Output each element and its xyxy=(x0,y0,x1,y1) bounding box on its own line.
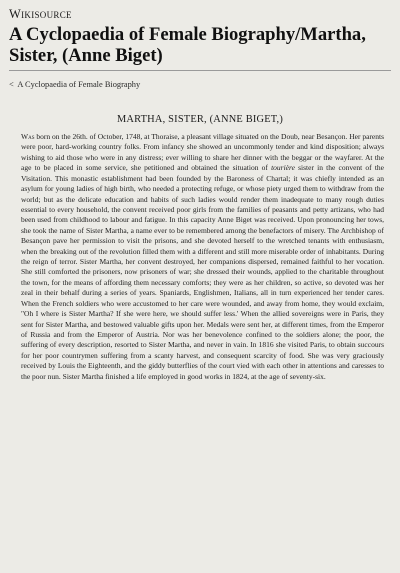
lead-word: Was xyxy=(21,132,35,141)
italic-term: tourière xyxy=(271,163,295,173)
breadcrumb xyxy=(9,79,391,90)
body-text-part-1: born on the 26th. of October, 1748, at Thoraise, a pleasant village situated on the Doub, near Besançon. Her parents were poor, hard-working country folks. From infancy she showed an uncommonly tender and kind disposition; always wishing to aid those who were in any distress; ever willing to share her dinner with the beggar or the wayfarer. At the age to be placed in some service, she petitioned and obtained the situation of xyxy=(21,132,384,173)
breadcrumb-arrow: < xyxy=(9,80,14,89)
entry-heading: MARTHA, SISTER, (ANNE BIGET,) xyxy=(116,114,284,125)
body-text-part-2: sister in the convent of the Visitation. This monastic establishment had been founded by the Baroness of Chartal; it was chiefly intended as an asylum for young ladies of high birth, who needed a protecting refuge, or whose piety urged them to withdraw from the world; but as the delicate education and habits of such ladies would render them inadequate to many rough duties essential to every household, the convent received poor girls from the families of peasants and petty artizans, who had been used from childhood to labour and fatigue. In this capacity Anne Biget was received. Upon pronouncing her tows, she took the name of Sister Martha, a name ever to be remembered among the benefactors of misery. The Archbishop of Besançon pave her permission to visit the prisons, and she devoted herself to the wretched tenants with enthusiasm, when the breaking out of the revolution filled them with a different and still more miserable order of inhabitants. During the reign of terror. Sister Martha, her convent destroyed, her companions dispersed, remained faithful to her vocation. She still comforted the prisoners, now prisoners of war; she dressed their wounds, applied to the charitable throughout the town, for the means of affording them necessary comforts; they were as her children, so active, so devoted was her zeal in their behalf during a series of years. Spaniards, Englishmen, Italians, all in turn experienced her tender cares. When the French soldiers who were accustomed to her care were wounded, and away from home, they would exclaim, "Oh I where is Sister Martha? If she were here, we should suffer less.' When the allied sovereigns were in Paris, they sent for Sister Martha, and bestowed valuable gifts upon her. Medals were sent her, at different times, from the Emperor of Russia and from the Emperor of Austria. Nor was her benevolence confined to the soldiers alone; the poor, the suffering of every description, resorted to Sister Martha, and never in vain. In 1816 she visited Paris, to obtain succours for her poor countrymen suffering from a scanty harvest, and consequent scarcity of food. She was very graciously received by Louis the Eighteenth, and the giddy butterflies of the court vied with each other in attentions and caresses to the poor nun. Sister Martha finished a life employed in good works in 1824, at the age of seventy-six. xyxy=(21,163,385,381)
breadcrumb-parent-link[interactable]: A Cyclopaedia of Female Biography xyxy=(17,80,141,89)
page-title: A Cyclopaedia of Female Biography/Martha, Sister, (Anne Biget) xyxy=(9,24,391,71)
entry-body xyxy=(21,132,384,382)
site-name: Wikisource xyxy=(9,7,72,21)
